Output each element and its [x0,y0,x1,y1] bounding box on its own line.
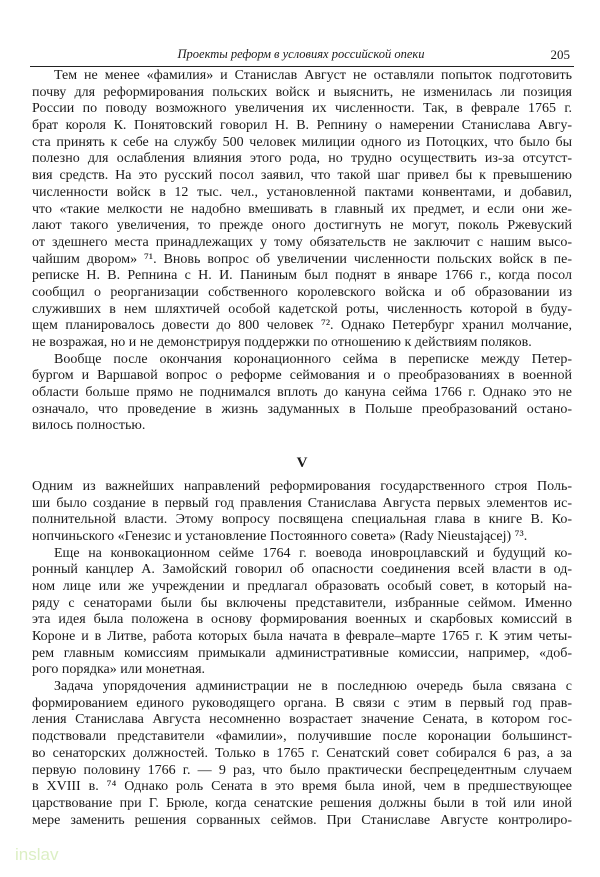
text-line: бургом и Варшавой вопрос о реформе сеймования и о преобразованиях в военной [32,368,572,384]
text-line: ста принять к себе на службу 500 человек милиции одного из Потоцких, что было бы [32,134,572,150]
text-line: полнительной власти. Этому вопросу посвящена специальная глава в книге В. Ко- [32,512,572,528]
text-line: Короне и в Литве, работа которых была начата в феврале–марте 1765 г. К этим четы- [32,629,572,644]
text-after-section [32,479,572,829]
section-heading: V [296,455,308,472]
paragraph [32,546,572,680]
running-title: Проекты реформ в условиях российской опеки [177,47,425,61]
text-line: подствовали представители «фамилии», получившие после коронации большинст- [32,729,572,745]
text-line: области больше прямо не поднимался вплоть до кануна сейма 1766 г. Однако это не [32,385,572,401]
text-line: эта идея была положена в основу формирования военных и скарбовых комиссий в [32,612,572,628]
header-rule [30,66,574,67]
watermark: inslav [15,845,59,864]
text-line: рого порядка» или монетная. [32,662,206,678]
text-line: вилось полностью. [32,418,146,434]
text-before-section [32,68,572,435]
page-number: 205 [550,47,570,62]
text-line: ления Станислава Августа несомненно возрастает значение Сената, в котором гос- [32,712,572,728]
text-line: рем главным комиссиям примыкали административные комиссии, например, «доб- [32,645,572,661]
text-line: Еще на конвокационном сейме 1764 г. воевода иновроцлавский и будущий ко- [54,545,572,561]
text-line: ши было создание в первый год правления Станислава Августа первых элементов ис- [32,495,572,511]
text-line: формированием единого руководящего органа. В связи с этим в первый год прав- [32,695,572,711]
text-line: лают такого увеличения, то прежде оного достигнуть не могут, поколь Ржевуский [32,218,572,234]
text-line: во сенаторских должностей. Только в 1765 г. Сенатский совет собирался 6 раз, а за [32,745,572,761]
text-line: царствование при Г. Брюле, когда сенатские решения должны были в той или иной [32,795,572,811]
text-line: Задача упорядочения администрации не в последнюю очередь была связана с [54,679,572,695]
paragraph [32,479,572,546]
page-body [32,68,572,829]
text-line: Тем не менее «фамилия» и Станислав Август не оставляли попыток подготовить [54,68,572,83]
text-line: служивших в нем шляхтичей особой кадетской роты, численность которой в буду- [32,301,572,317]
text-line: щем планировалось довести до 800 человек ⁷². Однако Петербург хранил молчание, [32,318,572,334]
text-line: России по поводу возможного увеличения их численности. Так, в феврале 1765 г. [32,101,572,117]
text-line: мере заменить решения сорванных сеймов. При Станиславе Августе контролиро- [32,812,572,828]
text-line: первую половину 1766 г. — 9 раз, что было практически беспрецедентным случаем [32,762,572,778]
text-line: нопчиньского «Генезис и установление Постоянного совета» (Rady Nieustającej) ⁷³. [32,528,528,544]
text-line: почву для реформирования польских войск и выяснить, не изменилась ли позиция [32,84,572,100]
text-line: в XVIII в. ⁷⁴ Однако роль Сената в это время была иной, чем в предшествующее [32,779,572,795]
text-line: чайшим двором» ⁷¹. Вновь вопрос об увеличении численности польских войск в пе- [32,251,572,267]
text-line: Одним из важнейших направлений реформирования государственного строя Поль- [32,478,572,494]
text-line: ронный канцлер А. Замойский говорил об опасности соединения всей власти в од- [32,562,572,578]
text-line: вия средств. На это русский посол заявил, что такой шаг привел бы к превышению [32,168,572,184]
text-line: полезно для ослабления влияния этого рода, но трудно осуществить из-за отсутст- [32,151,572,167]
text-line: брат короля К. Понятовский говорил Н. В. Репнину о намерении Станислава Авгу- [32,118,572,134]
text-line: сообщил о реорганизации собственного королевского войска и об образовании из [32,284,572,300]
text-line: Вообще после окончания коронационного сейма в переписке между Петер- [54,351,572,367]
text-line: не возражая, но и не демонстрируя поддержки по отношению к действиям поляков. [32,335,532,350]
text-line: что «такие мелкости не надобно вмешивать в главный их предмет, и если они же- [32,201,572,217]
text-line: реписке Н. В. Репнина с Н. И. Паниным был поднят в январе 1766 г., когда посол [32,268,572,284]
paragraph [32,679,572,829]
text-line: означало, что проведение в жизнь задуманных в Польше преобразований остано- [32,401,572,417]
paragraph [32,68,572,352]
running-header [30,47,572,65]
paragraph [32,352,572,435]
text-line: ряду с сенаторами были бы включены представители, избранные сеймом. Именно [32,595,572,611]
text-line: численности войск в 12 тыс. чел., установленной пактами конвентами, и добавил, [32,184,572,200]
text-line: от здешнего места принадлежащих у тому обязательств не заключит с нашим высо- [32,234,572,250]
text-line: ном лице или же учреждении и предлагал образовать особый совет, в который на- [32,578,572,594]
